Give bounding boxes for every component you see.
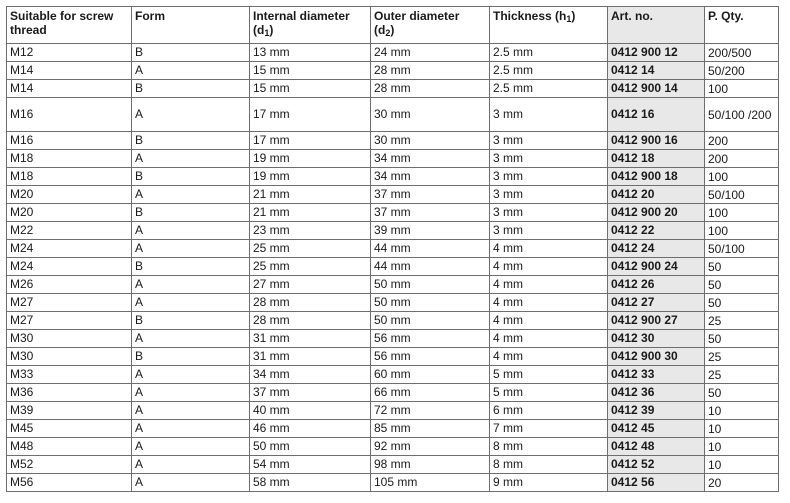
header-form: Form — [132, 7, 250, 44]
cell-thread: M24 — [7, 240, 132, 258]
cell-internal-diameter: 21 mm — [250, 204, 371, 222]
cell-form: A — [132, 276, 250, 294]
table-row — [7, 474, 779, 492]
cell-internal-diameter: 37 mm — [250, 384, 371, 402]
header-pack-qty: P. Qty. — [705, 7, 779, 44]
cell-thread: M30 — [7, 330, 132, 348]
cell-art-no: 0412 27 — [608, 294, 705, 312]
cell-outer-diameter: 66 mm — [371, 384, 490, 402]
table-row — [7, 240, 779, 258]
cell-pack-qty: 25 — [705, 348, 779, 366]
table-row — [7, 168, 779, 186]
cell-internal-diameter: 15 mm — [250, 80, 371, 98]
cell-thread: M39 — [7, 402, 132, 420]
cell-thickness: 4 mm — [490, 294, 608, 312]
cell-form: A — [132, 294, 250, 312]
cell-thread: M20 — [7, 186, 132, 204]
cell-art-no: 0412 900 14 — [608, 80, 705, 98]
header-row — [7, 7, 779, 44]
table-row — [7, 420, 779, 438]
cell-thickness: 3 mm — [490, 204, 608, 222]
cell-art-no: 0412 33 — [608, 366, 705, 384]
cell-thickness: 3 mm — [490, 98, 608, 132]
cell-thread: M18 — [7, 168, 132, 186]
cell-thickness: 3 mm — [490, 150, 608, 168]
cell-pack-qty: 200 — [705, 150, 779, 168]
table-row — [7, 438, 779, 456]
cell-thread: M56 — [7, 474, 132, 492]
cell-thickness: 9 mm — [490, 474, 608, 492]
cell-form: A — [132, 384, 250, 402]
table-row — [7, 402, 779, 420]
cell-pack-qty: 10 — [705, 420, 779, 438]
cell-outer-diameter: 37 mm — [371, 204, 490, 222]
cell-thickness: 8 mm — [490, 438, 608, 456]
table-row — [7, 132, 779, 150]
cell-thread: M45 — [7, 420, 132, 438]
cell-internal-diameter: 15 mm — [250, 62, 371, 80]
washer-spec-table — [6, 6, 779, 492]
header-internal-subscript: 1 — [264, 28, 270, 38]
cell-thread: M36 — [7, 384, 132, 402]
table-row — [7, 276, 779, 294]
cell-thickness: 5 mm — [490, 384, 608, 402]
cell-pack-qty: 10 — [705, 402, 779, 420]
cell-pack-qty: 25 — [705, 366, 779, 384]
header-art-no: Art. no. — [608, 7, 705, 44]
header-outer-symbol: (d — [374, 23, 386, 37]
spec-table-container — [6, 6, 779, 492]
cell-pack-qty: 100 — [705, 80, 779, 98]
table-row — [7, 348, 779, 366]
cell-pack-qty: 100 — [705, 204, 779, 222]
header-internal-diameter — [250, 7, 371, 44]
cell-thickness: 4 mm — [490, 348, 608, 366]
cell-thickness: 4 mm — [490, 330, 608, 348]
cell-form: A — [132, 456, 250, 474]
cell-internal-diameter: 31 mm — [250, 330, 371, 348]
table-row — [7, 98, 779, 132]
cell-art-no: 0412 900 12 — [608, 44, 705, 62]
table-row — [7, 330, 779, 348]
cell-form: A — [132, 402, 250, 420]
cell-internal-diameter: 28 mm — [250, 294, 371, 312]
cell-internal-diameter: 28 mm — [250, 312, 371, 330]
cell-thickness: 2.5 mm — [490, 44, 608, 62]
cell-form: B — [132, 44, 250, 62]
cell-outer-diameter: 39 mm — [371, 222, 490, 240]
cell-outer-diameter: 98 mm — [371, 456, 490, 474]
cell-form: B — [132, 348, 250, 366]
cell-pack-qty: 100 — [705, 222, 779, 240]
table-row — [7, 44, 779, 62]
cell-internal-diameter: 17 mm — [250, 132, 371, 150]
cell-thickness: 7 mm — [490, 420, 608, 438]
table-row — [7, 384, 779, 402]
header-internal-close: ) — [269, 23, 274, 37]
cell-thread: M26 — [7, 276, 132, 294]
cell-thread: M16 — [7, 132, 132, 150]
cell-art-no: 0412 900 20 — [608, 204, 705, 222]
cell-outer-diameter: 24 mm — [371, 44, 490, 62]
cell-pack-qty: 50/200 — [705, 62, 779, 80]
cell-pack-qty: 50 — [705, 276, 779, 294]
table-row — [7, 80, 779, 98]
cell-internal-diameter: 27 mm — [250, 276, 371, 294]
cell-thread: M22 — [7, 222, 132, 240]
cell-internal-diameter: 19 mm — [250, 150, 371, 168]
cell-form: A — [132, 474, 250, 492]
cell-internal-diameter: 40 mm — [250, 402, 371, 420]
cell-outer-diameter: 34 mm — [371, 150, 490, 168]
cell-form: A — [132, 98, 250, 132]
cell-thickness: 4 mm — [490, 258, 608, 276]
table-row — [7, 366, 779, 384]
cell-thickness: 2.5 mm — [490, 62, 608, 80]
cell-internal-diameter: 58 mm — [250, 474, 371, 492]
cell-pack-qty: 200 — [705, 132, 779, 150]
table-row — [7, 312, 779, 330]
cell-art-no: 0412 14 — [608, 62, 705, 80]
cell-pack-qty: 25 — [705, 312, 779, 330]
cell-pack-qty: 50/100 /200 — [705, 98, 779, 132]
cell-art-no: 0412 20 — [608, 186, 705, 204]
cell-pack-qty: 200/500 — [705, 44, 779, 62]
header-thickness-subscript: 1 — [566, 14, 572, 24]
table-row — [7, 150, 779, 168]
cell-art-no: 0412 900 24 — [608, 258, 705, 276]
cell-internal-diameter: 17 mm — [250, 98, 371, 132]
cell-internal-diameter: 23 mm — [250, 222, 371, 240]
cell-thread: M14 — [7, 80, 132, 98]
cell-outer-diameter: 85 mm — [371, 420, 490, 438]
header-thread: Suitable for screw thread — [7, 7, 132, 44]
cell-outer-diameter: 50 mm — [371, 294, 490, 312]
cell-thread: M27 — [7, 294, 132, 312]
cell-thread: M48 — [7, 438, 132, 456]
cell-thread: M24 — [7, 258, 132, 276]
cell-internal-diameter: 54 mm — [250, 456, 371, 474]
cell-art-no: 0412 48 — [608, 438, 705, 456]
cell-form: A — [132, 240, 250, 258]
cell-thickness: 2.5 mm — [490, 80, 608, 98]
cell-thickness: 8 mm — [490, 456, 608, 474]
cell-art-no: 0412 900 16 — [608, 132, 705, 150]
cell-outer-diameter: 44 mm — [371, 258, 490, 276]
cell-outer-diameter: 34 mm — [371, 168, 490, 186]
table-row — [7, 456, 779, 474]
cell-art-no: 0412 18 — [608, 150, 705, 168]
cell-thickness: 3 mm — [490, 186, 608, 204]
cell-outer-diameter: 30 mm — [371, 98, 490, 132]
cell-internal-diameter: 25 mm — [250, 258, 371, 276]
cell-thread: M18 — [7, 150, 132, 168]
cell-pack-qty: 10 — [705, 456, 779, 474]
cell-thickness: 4 mm — [490, 312, 608, 330]
cell-internal-diameter: 19 mm — [250, 168, 371, 186]
cell-thread: M12 — [7, 44, 132, 62]
cell-pack-qty: 100 — [705, 168, 779, 186]
header-thickness — [490, 7, 608, 44]
cell-art-no: 0412 900 27 — [608, 312, 705, 330]
header-thickness-close: ) — [571, 9, 576, 23]
cell-thread: M27 — [7, 312, 132, 330]
cell-outer-diameter: 44 mm — [371, 240, 490, 258]
cell-art-no: 0412 56 — [608, 474, 705, 492]
cell-outer-diameter: 50 mm — [371, 276, 490, 294]
cell-form: A — [132, 438, 250, 456]
header-outer-subscript: 2 — [385, 28, 391, 38]
cell-thickness: 4 mm — [490, 276, 608, 294]
cell-pack-qty: 50/100 — [705, 186, 779, 204]
cell-thread: M52 — [7, 456, 132, 474]
cell-art-no: 0412 900 18 — [608, 168, 705, 186]
cell-pack-qty: 20 — [705, 474, 779, 492]
cell-thread: M20 — [7, 204, 132, 222]
cell-form: B — [132, 312, 250, 330]
cell-form: A — [132, 150, 250, 168]
cell-internal-diameter: 46 mm — [250, 420, 371, 438]
cell-art-no: 0412 39 — [608, 402, 705, 420]
cell-outer-diameter: 105 mm — [371, 474, 490, 492]
cell-outer-diameter: 28 mm — [371, 62, 490, 80]
cell-form: B — [132, 132, 250, 150]
cell-thread: M16 — [7, 98, 132, 132]
header-thickness-label: Thickness (h — [493, 9, 567, 23]
cell-thickness: 4 mm — [490, 240, 608, 258]
cell-form: A — [132, 420, 250, 438]
table-row — [7, 186, 779, 204]
cell-form: A — [132, 330, 250, 348]
header-internal-label: Internal diameter — [253, 9, 350, 23]
cell-form: A — [132, 366, 250, 384]
cell-form: B — [132, 80, 250, 98]
cell-internal-diameter: 13 mm — [250, 44, 371, 62]
cell-thickness: 6 mm — [490, 402, 608, 420]
cell-internal-diameter: 21 mm — [250, 186, 371, 204]
table-row — [7, 204, 779, 222]
cell-form: A — [132, 222, 250, 240]
cell-thickness: 3 mm — [490, 168, 608, 186]
cell-art-no: 0412 45 — [608, 420, 705, 438]
table-row — [7, 222, 779, 240]
cell-art-no: 0412 36 — [608, 384, 705, 402]
table-row — [7, 62, 779, 80]
cell-art-no: 0412 30 — [608, 330, 705, 348]
cell-thickness: 3 mm — [490, 222, 608, 240]
cell-thread: M33 — [7, 366, 132, 384]
cell-art-no: 0412 900 30 — [608, 348, 705, 366]
cell-pack-qty: 50/100 — [705, 240, 779, 258]
cell-outer-diameter: 72 mm — [371, 402, 490, 420]
header-outer-close: ) — [390, 23, 395, 37]
cell-outer-diameter: 92 mm — [371, 438, 490, 456]
cell-art-no: 0412 16 — [608, 98, 705, 132]
cell-art-no: 0412 22 — [608, 222, 705, 240]
header-outer-diameter — [371, 7, 490, 44]
cell-outer-diameter: 56 mm — [371, 330, 490, 348]
cell-pack-qty: 50 — [705, 258, 779, 276]
cell-thickness: 5 mm — [490, 366, 608, 384]
cell-art-no: 0412 24 — [608, 240, 705, 258]
cell-outer-diameter: 50 mm — [371, 312, 490, 330]
cell-outer-diameter: 30 mm — [371, 132, 490, 150]
cell-outer-diameter: 28 mm — [371, 80, 490, 98]
cell-art-no: 0412 26 — [608, 276, 705, 294]
cell-form: B — [132, 258, 250, 276]
header-outer-label: Outer diameter — [374, 9, 460, 23]
cell-form: A — [132, 186, 250, 204]
cell-internal-diameter: 34 mm — [250, 366, 371, 384]
cell-form: B — [132, 204, 250, 222]
cell-outer-diameter: 37 mm — [371, 186, 490, 204]
cell-internal-diameter: 31 mm — [250, 348, 371, 366]
table-row — [7, 294, 779, 312]
cell-form: A — [132, 62, 250, 80]
cell-form: B — [132, 168, 250, 186]
cell-pack-qty: 50 — [705, 330, 779, 348]
header-internal-symbol: (d — [253, 23, 265, 37]
cell-internal-diameter: 25 mm — [250, 240, 371, 258]
cell-outer-diameter: 56 mm — [371, 348, 490, 366]
cell-thickness: 3 mm — [490, 132, 608, 150]
cell-pack-qty: 50 — [705, 294, 779, 312]
cell-outer-diameter: 60 mm — [371, 366, 490, 384]
cell-pack-qty: 50 — [705, 384, 779, 402]
cell-pack-qty: 10 — [705, 438, 779, 456]
cell-thread: M30 — [7, 348, 132, 366]
cell-thread: M14 — [7, 62, 132, 80]
cell-internal-diameter: 50 mm — [250, 438, 371, 456]
table-row — [7, 258, 779, 276]
cell-art-no: 0412 52 — [608, 456, 705, 474]
